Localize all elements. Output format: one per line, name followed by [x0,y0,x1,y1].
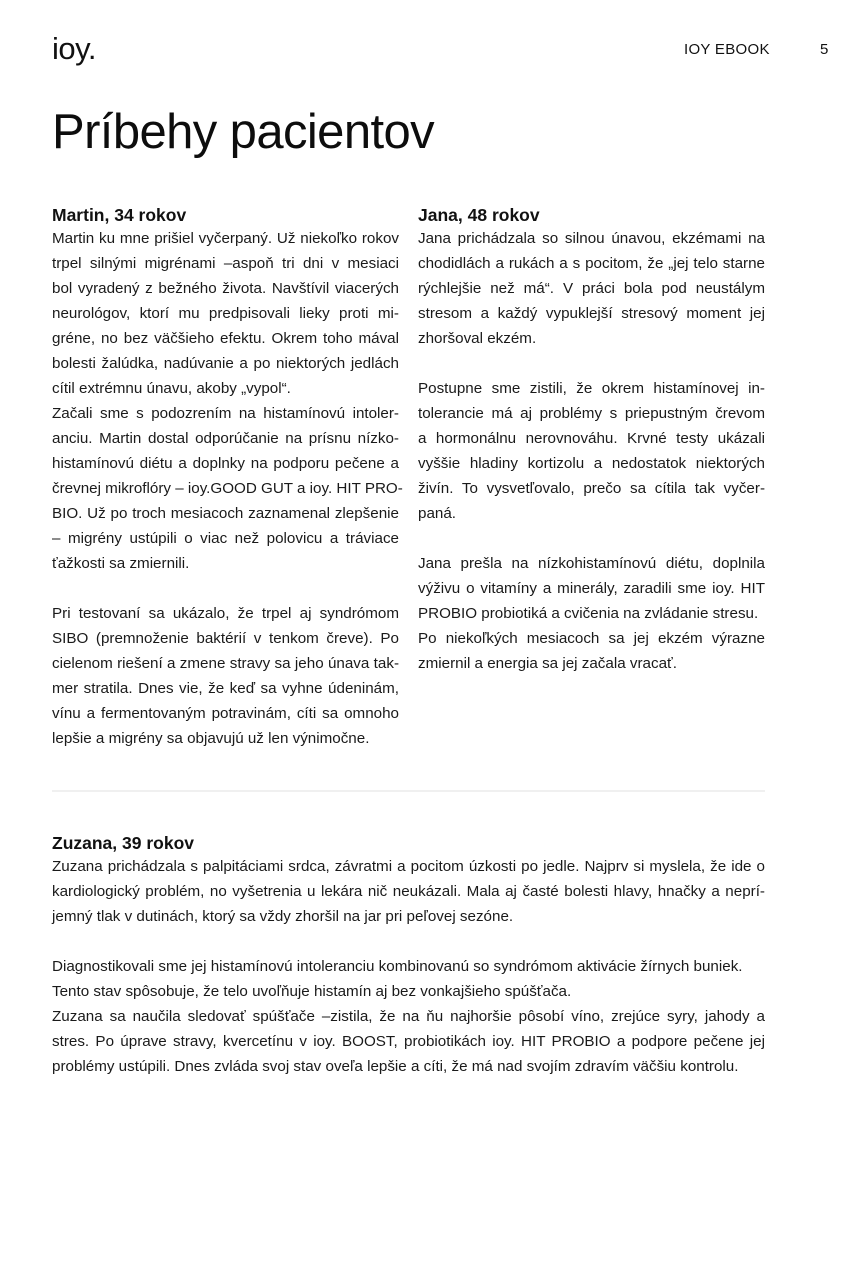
story-martin [52,204,403,751]
text-line: črevnej mikroflóry – ioy.GOOD GUT a ioy. HIT PRO- [52,480,403,497]
paragraph-gap [418,526,765,551]
story-heading: Zuzana, 39 rokov [52,833,194,853]
story-body [52,854,765,1079]
text-line: rýchlejšie než má“. V práci bola pod neustálym [418,280,765,297]
paragraph-gap [52,576,399,601]
text-line: problémy ustúpili. Dnes zvláda svoj stav oveľa lepšie a cíti, že má nad svojím zdravím väčšiu kontrolu. [52,1058,739,1075]
story-heading: Martin, 34 rokov [52,205,187,225]
text-line: anciu. Martin dostal odporúčanie na prísnu nízko- [52,430,399,447]
text-line: – migrény ustúpili o viac než polovicu a tráviace [52,530,399,547]
text-line: PROBIO probiotiká a cvičenia na zvládanie stresu. [418,605,759,622]
text-line: Po niekoľkých mesiacoch sa jej ekzém výrazne [418,630,765,647]
text-line: stresom a každý vypuklejší stresový moment jej [418,305,765,322]
text-line: Začali sme s podozrením na histamínovú intoler- [52,405,399,422]
text-line: bol vyradený z bežného života. Navštívil viacerých [52,280,399,297]
text-line: Zuzana prichádzala s palpitáciami srdca, závratmi a pocitom úzkosti po jedle. Najprv si myslela, že ide o [52,858,765,875]
text-line: stres. Po úprave stravy, kvercetínu v ioy. BOOST, probiotikách ioy. HIT PROBIO a podpore pečene jej [52,1033,765,1050]
text-line: SIBO (premnoženie baktérií v tenkom čreve). Po [52,630,399,647]
text-line: histamínovú diétu a doplnky na podporu pečene a [52,455,399,472]
text-line: Jana prichádzala so silnou únavou, ekzémami na [418,230,765,247]
text-line: BIO. Už po troch mesiacoch zaznamenal zlepšenie [52,505,399,522]
text-line: Zuzana sa naučila sledovať spúšťače –zistila, že na ňu najhoršie pôsobí víno, zrejúce syry, jahody a [52,1008,765,1025]
text-line: ťažkosti sa zmiernili. [52,555,190,572]
page-number: 5 [820,41,829,58]
paragraph-gap [52,929,765,954]
text-line: chodidlách a rukách a s pocitom, že „jej telo starne [418,255,765,272]
text-line: cítil extrémnu únavu, akoby „vypol“. [52,380,291,397]
text-line: Pri testovaní sa ukázalo, že trpel aj syndrómom [52,605,399,622]
text-line: lepšie a migrény sa objavujú už len výnimočne. [52,730,370,747]
text-line: Tento stav spôsobuje, že telo uvoľňuje histamín aj bez vonkajšieho spúšťača. [52,983,572,1000]
text-line: trpel silnými migrénami –aspoň tri dni v mesiaci [52,255,399,272]
paragraph-gap [418,351,765,376]
text-line: neurológov, ktorí mu predpisovali lieky proti mi- [52,305,399,322]
section-divider [52,790,765,792]
text-line: gréne, no bez väčšieho efektu. Okrem toho mával [52,330,399,347]
text-line: bolesti žalúdka, nadúvanie a po niektorých jedlách [52,355,399,372]
story-zuzana [52,832,765,1079]
text-line: kardiologický problém, no vyšetrenia u lekára nič neukázali. Mala aj časté bolesti hlavy, hnačky a neprí- [52,883,765,900]
text-line: cielenom riešení a zmene stravy sa jeho únava tak- [52,655,399,672]
text-line: zhoršoval ekzém. [418,330,537,347]
story-body [52,226,403,751]
text-line: Jana prešla na nízkohistamínovú diétu, doplnila [418,555,765,572]
text-line: a hormonálnu nerovnováhu. Krvné testy ukázali [418,430,765,447]
text-line: jemný tlak v dutinách, ktorý sa vždy zhoršil na jar pri peľovej sezóne. [52,908,514,925]
brand-logo: ioy. [52,31,96,66]
text-line: Postupne sme zistili, že okrem histamínovej in- [418,380,765,397]
story-body [418,226,765,676]
text-line: paná. [418,505,457,522]
text-line: Martin ku mne prišiel vyčerpaný. Už niekoľko rokov [52,230,399,247]
page-title: Príbehy pacientov [52,105,435,159]
text-line: zmiernil a energia sa jej začala vracať. [418,655,677,672]
text-line: výživu o vitamíny a minerály, zaradili sme ioy. HIT [418,580,765,597]
text-line: vínu a fermentovaným potravinám, cíti sa omnoho [52,705,399,722]
text-line: tolerancie má aj problémy s priepustným črevom [418,405,765,422]
ebook-label: IOY EBOOK [684,41,770,58]
story-heading: Jana, 48 rokov [418,205,540,225]
text-line: mer stratila. Dnes vie, že keď sa vyhne údeninám, [52,680,399,697]
text-line: Diagnostikovali sme jej histamínovú intoleranciu kombinovanú so syndrómom aktivácie žírnych buniek. [52,958,743,975]
text-line: vyššie hladiny kortizolu a nedostatok niektorých [418,455,765,472]
text-line: živín. To vysvetľovalo, prečo sa cítila tak vyčer- [418,480,765,497]
story-jana [418,204,765,676]
